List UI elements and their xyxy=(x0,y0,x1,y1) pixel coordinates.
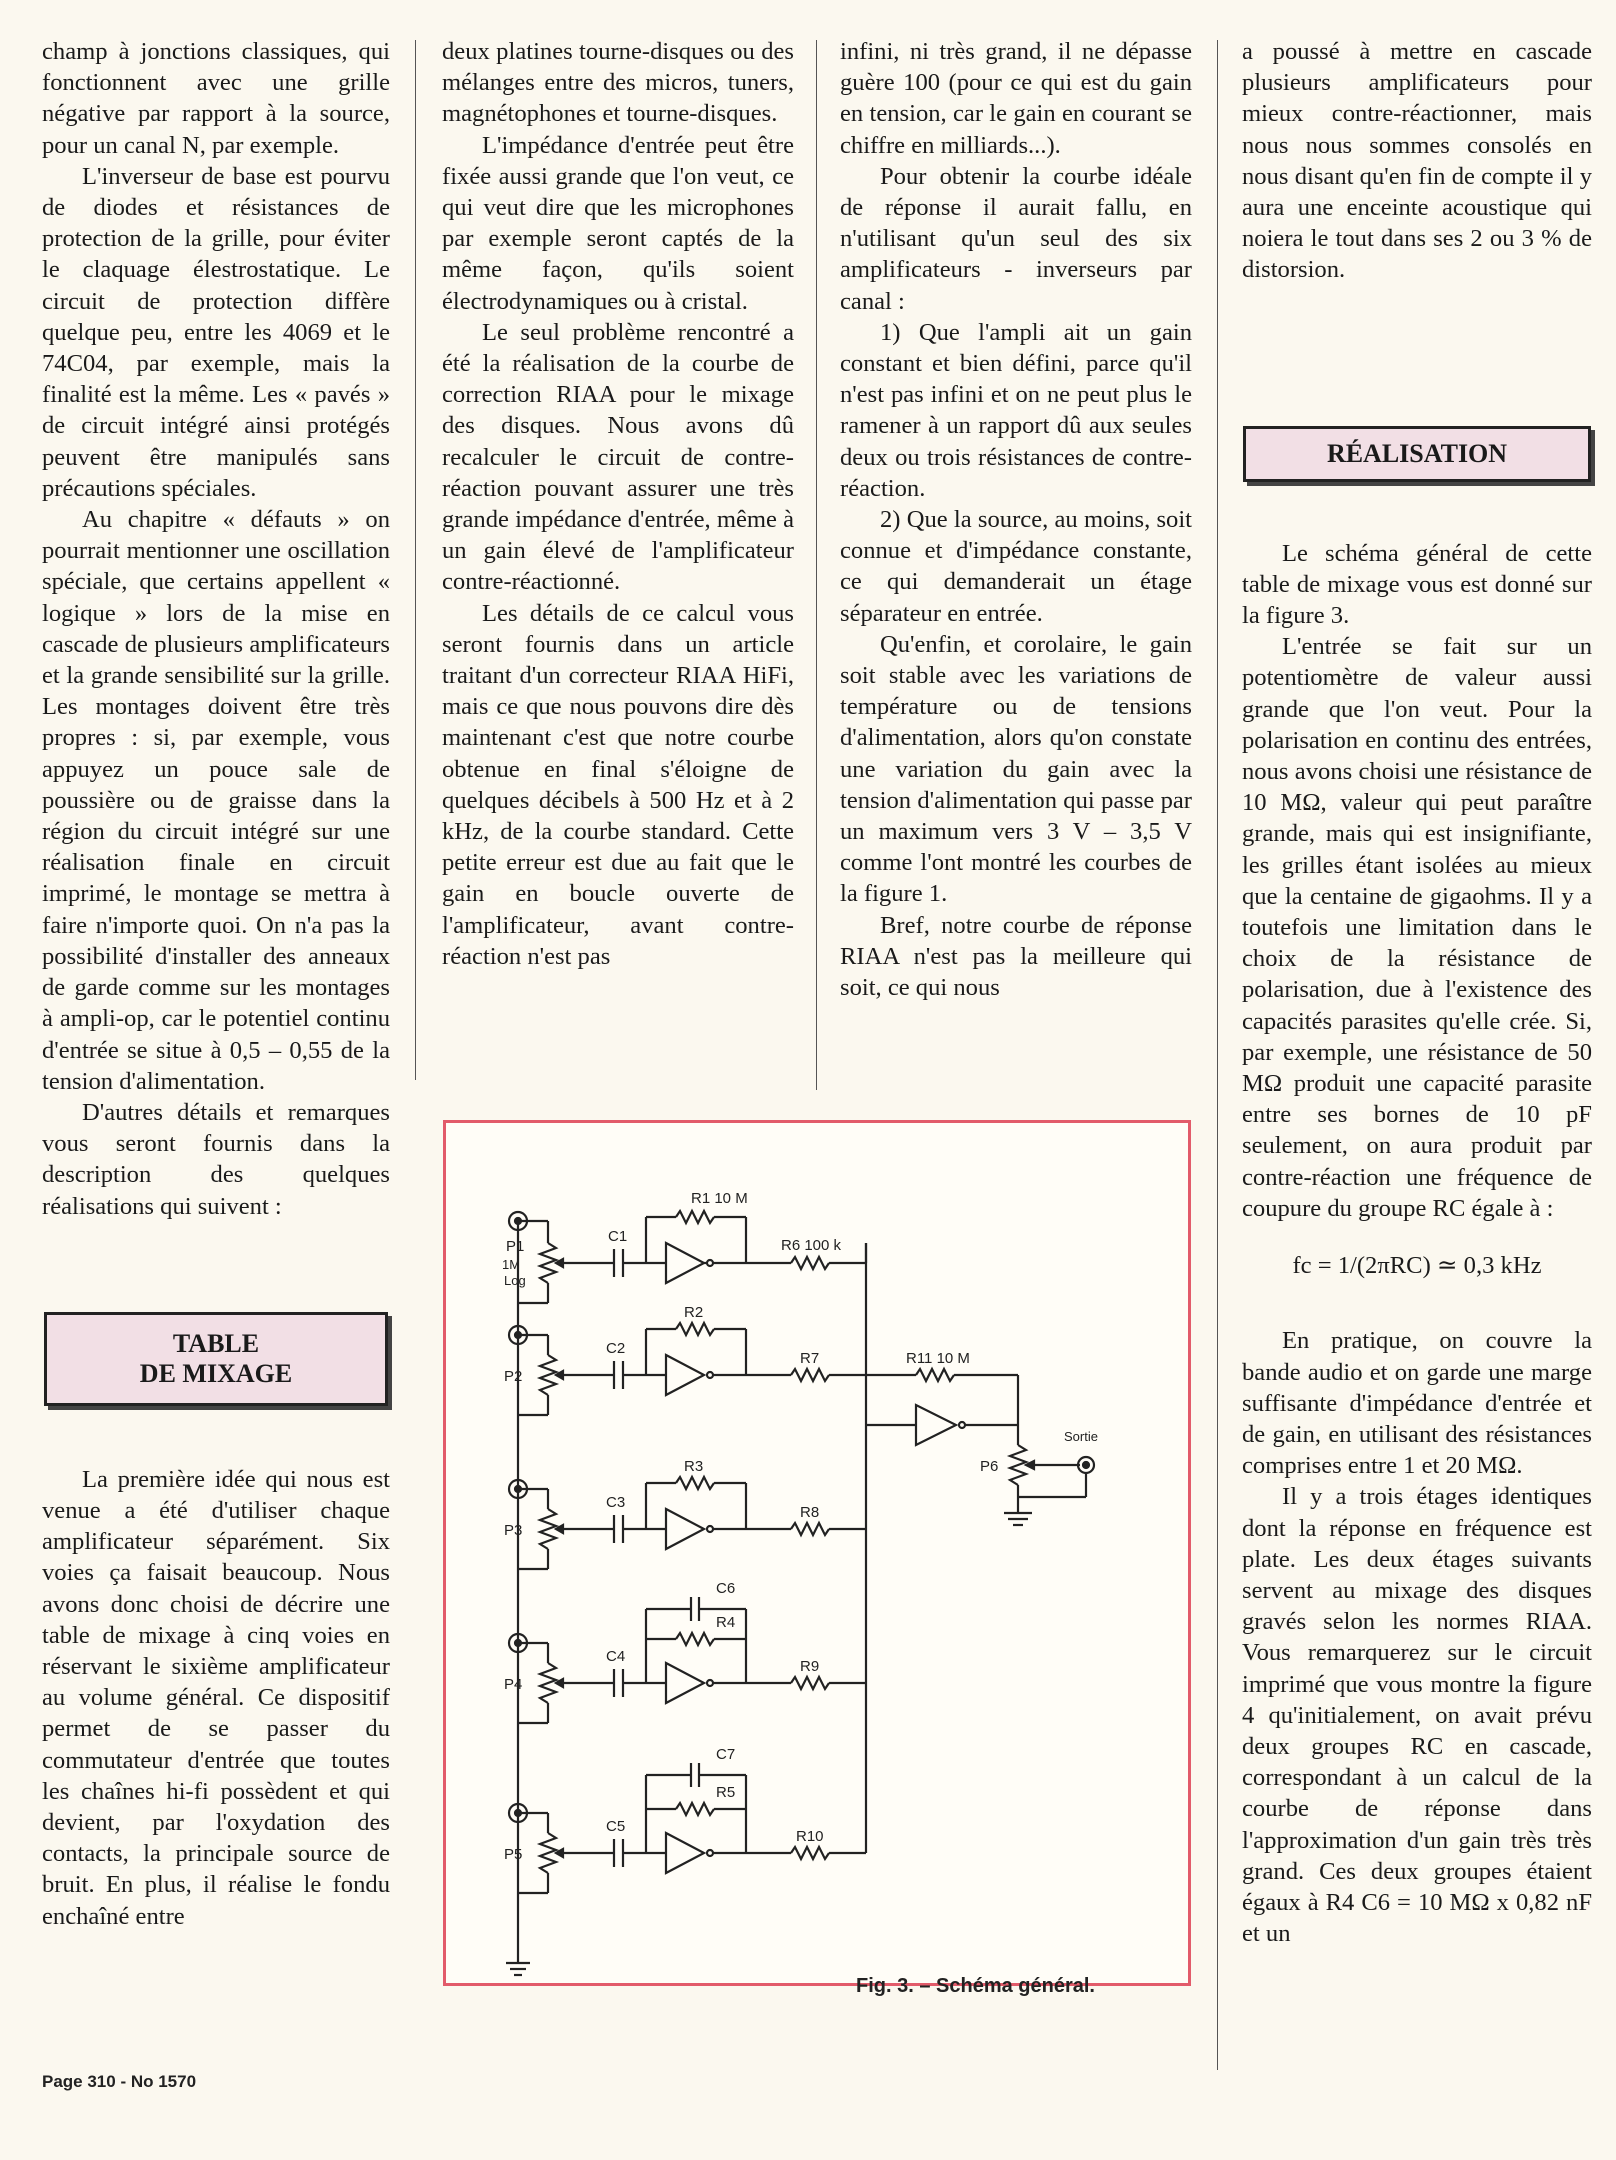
label-p1-taper: Log xyxy=(504,1273,526,1288)
column-rule-1 xyxy=(415,40,416,1080)
paragraph: Il y a trois étages identiques dont la réponse en fréquence est plate. Les deux étages suivants servent au mixage des disques gravés selon les normes RIAA. Vous remarquerez sur le circuit imprimé que vous montre la figure 4 qu'initialement, on avait prévu deux groupes RC en cascade, correspondant à un calcul de la courbe de réponse dans l'approximation d'un gain très très grand. Ces deux groupes étaient égaux à R4 C6 = 10 MΩ x 0,82 nF et un xyxy=(1242,1483,1592,1948)
label-p5: P5 xyxy=(504,1846,523,1863)
resistor-r8 xyxy=(791,1523,829,1535)
column-rule-3 xyxy=(1217,40,1218,2070)
output-stage xyxy=(866,1369,1094,1525)
figure-3-schematic xyxy=(443,1120,1191,1997)
label-r5: R5 xyxy=(716,1784,736,1801)
label-r2: R2 xyxy=(684,1304,704,1321)
label-r3: R3 xyxy=(684,1458,704,1475)
label-r10: R10 xyxy=(796,1828,824,1845)
potentiometer-p2 xyxy=(540,1355,556,1395)
paragraph: Le schéma général de cette table de mixage vous est donné sur la figure 3. xyxy=(1242,539,1592,630)
channel-3 xyxy=(509,1477,866,1569)
paragraph: D'autres détails et remarques vous seront fournis dans la description des quelques réalisations qui suivent : xyxy=(42,1098,390,1220)
channel-2 xyxy=(509,1323,866,1415)
potentiometer-p4 xyxy=(540,1663,556,1703)
label-p1-value: 1M xyxy=(502,1257,521,1272)
label-c3: C3 xyxy=(606,1494,626,1511)
formula: fc = 1/(2πRC) ≃ 0,3 kHz xyxy=(1292,1252,1542,1280)
paragraph: L'impédance d'entrée peut être fixée aussi grande que l'on veut, ce qui veut dire que les microphones par exemple seront captés de la même façon, qu'ils soient électrodynamiques ou à cristal. xyxy=(442,131,794,315)
label-r11: R11 10 M xyxy=(906,1350,970,1367)
heading-line: DE MIXAGE xyxy=(139,1358,293,1388)
paragraph: Au chapitre « défauts » on pourrait mentionner une oscillation spéciale, que certains appellent « logique » lors de la mise en cascade de plusieurs amplificateurs et la grande sensibilité sur la grille. Les montages doivent être très propres : si, par exemple, vous appuyez un pouce sale de poussière ou de graisse dans la région du circuit intégré sur une réalisation finale en circuit imprimé, le montage se mettra à faire n'importe quoi. On n'a pas la possibilité d'installer des anneaux de garde comme sur les montages à ampli-op, car le potentiel continu d'entrée se situe à 0,5 – 0,55 de la tension d'alimentation. xyxy=(42,506,390,1095)
label-c5: C5 xyxy=(606,1818,626,1835)
inverter-5 xyxy=(666,1833,704,1873)
paragraph: La première idée qui nous est venue a été d'utiliser chaque amplificateur séparément. Six voies ça faisait beaucoup. Nous avons donc choisi de décrire une table de mixage à cinq voies en réservant le sixième amplificateur au volume général. Ce dispositif permet de se passer du commutateur d'entrée que toutes les chaînes hi-fi possèdent et qui devient, par l'oxydation des contacts, la principale source de bruit. En plus, il réalise le fondu enchaîné entre xyxy=(42,1465,390,1930)
resistor-r1 xyxy=(676,1211,714,1223)
potentiometer-p1 xyxy=(540,1243,556,1283)
section-heading-table-de-mixage xyxy=(44,1312,388,1406)
label-c1: C1 xyxy=(608,1228,628,1245)
page-footer: Page 310 - No 1570 xyxy=(42,2072,197,2091)
paragraph: Les détails de ce calcul vous seront fournis dans un article traitant d'un correcteur RIAA HiFi, mais ce que nous pouvons dire dès maintenant c'est que notre courbe obtenue en final s'éloigne de quelques décibels à 500 Hz et à 2 kHz, de la courbe standard. Cette petite erreur est due au fait que le gain en boucle ouverte de l'amplificateur, avant contre-réaction n'est pas xyxy=(442,599,794,970)
paragraph: L'entrée se fait sur un potentiomètre de valeur aussi grande que l'on veut. Pour la polarisation en continu des entrées, nous avons choisi une résistance de 10 MΩ, valeur qui peut paraître grande, mais qui est insignifiante, les grilles étant isolées au mieux que la centaine de gigaohms. Il y a toutefois une limitation dans le choix de la résistance de polarisation, due à l'existence des capacités parasites qu'elle crée. Si, par exemple, une résistance de 50 MΩ produit une capacité parasite entre ses bornes de 10 pF seulement, on aura produit par contre-réaction une fréquence de coupure du groupe RC égale à : xyxy=(1242,633,1592,1222)
paragraph: En pratique, on couvre la bande audio et on garde une marge suffisante d'impédance d'entrée et de gain, en utilisant des résistances comprises entre 1 et 20 MΩ. xyxy=(1242,1327,1592,1480)
label-p4: P4 xyxy=(504,1676,523,1693)
inverter-1 xyxy=(666,1243,704,1283)
column-1 xyxy=(42,36,390,1932)
resistor-r11 xyxy=(916,1369,954,1381)
resistor-r9 xyxy=(791,1677,829,1689)
label-c2: C2 xyxy=(606,1340,626,1357)
label-r8: R8 xyxy=(800,1504,820,1521)
inverter-2 xyxy=(666,1355,704,1395)
inverter-bubble xyxy=(707,1526,713,1532)
resistor-r4 xyxy=(676,1633,714,1645)
column-4 xyxy=(1242,36,1592,1949)
paragraph: Qu'enfin, et corolaire, le gain soit stable avec les variations de température ou de tensions d'alimentation, alors qu'on constate une variation du gain avec la tension d'alimentation qui passe par un maximum vers 3 V – 3,5 V comme l'ont montré les courbes de la figure 1. xyxy=(840,630,1192,908)
channel-1 xyxy=(509,1211,866,1303)
paragraph: L'inverseur de base est pourvu de diodes et résistances de protection de la grille, pour éviter le claquage élestrostatique. Le circuit de protection diffère quelque peu, entre les 4069 et le 74C04, par exemple, mais la finalité est la même. Les « pavés » de circuit intégré ainsi protégés peuvent être manipulés sans précautions spéciales. xyxy=(42,162,390,502)
label-c7: C7 xyxy=(716,1746,736,1763)
paragraph: infini, ni très grand, il ne dépasse guère 100 (pour ce qui est du gain en tension, car le gain en courant se chiffre en milliards...). xyxy=(840,38,1192,159)
label-r9: R9 xyxy=(800,1658,820,1675)
column-3 xyxy=(840,36,1192,1003)
inverter-3 xyxy=(666,1509,704,1549)
label-sortie: Sortie xyxy=(1064,1429,1098,1444)
paragraph: deux platines tourne-disques ou des mélanges entre des micros, tuners, magnétophones et tourne-disques. xyxy=(442,38,794,128)
label-r1: R1 10 M xyxy=(691,1190,748,1207)
paragraph: Pour obtenir la courbe idéale de réponse il aurait fallu, en n'utilisant qu'un seul des six amplificateurs - inverseurs par canal : xyxy=(840,162,1192,315)
paragraph: Le seul problème rencontré a été la réalisation de la courbe de correction RIAA pour le mixage des disques. Nous avons dû recalculer le circuit de contre-réaction pouvant assurer une très grande impédance d'entrée, même à un gain élevé de l'amplificateur contre-réactionné. xyxy=(442,318,794,596)
channel-5 xyxy=(509,1755,866,1893)
resistor-r6 xyxy=(791,1257,829,1269)
inverter-bubble xyxy=(707,1260,713,1266)
label-p3: P3 xyxy=(504,1522,523,1539)
inverter-bubble xyxy=(959,1422,965,1428)
resistor-r5 xyxy=(676,1803,714,1815)
resistor-r10 xyxy=(791,1847,829,1859)
paragraph: a poussé à mettre en cascade plusieurs amplificateurs pour mieux contre-réactionner, mais nous nous sommes consolés en nous disant qu'en fin de compte il y aura une enceinte acoustique qui noiera le tout dans ses 2 ou 3 % de distorsion. xyxy=(1242,38,1592,284)
resistor-r3 xyxy=(676,1477,714,1489)
column-rule-2 xyxy=(816,40,817,1090)
inverter-4 xyxy=(666,1663,704,1703)
inverter-bubble xyxy=(707,1850,713,1856)
paragraph: champ à jonctions classiques, qui fonctionnent avec une grille négative par rapport à la source, pour un canal N, par exemple. xyxy=(42,38,390,159)
paragraph: 1) Que l'ampli ait un gain constant et bien défini, parce qu'il n'est pas infini et on ne peut plus le ramener à un rapport dû aux seules deux ou trois résistances de contre-réaction. xyxy=(840,318,1192,502)
label-p1: P1 xyxy=(506,1238,525,1255)
resistor-r2 xyxy=(676,1323,714,1335)
resistor-r7 xyxy=(791,1369,829,1381)
label-p2: P2 xyxy=(504,1368,523,1385)
heading-line: TABLE xyxy=(172,1328,260,1358)
label-r6: R6 100 k xyxy=(781,1237,842,1254)
label-c6: C6 xyxy=(716,1580,736,1597)
inverter-bubble xyxy=(707,1680,713,1686)
output-jack-center xyxy=(1083,1462,1089,1468)
column-2 xyxy=(442,36,794,972)
label-r7: R7 xyxy=(800,1350,820,1367)
inverter-master xyxy=(916,1405,956,1445)
label-p6: P6 xyxy=(980,1458,999,1475)
label-c4: C4 xyxy=(606,1648,626,1665)
paragraph: Bref, notre courbe de réponse RIAA n'est pas la meilleure qui soit, ce qui nous xyxy=(840,911,1192,1002)
potentiometer-p5 xyxy=(540,1833,556,1873)
schematic-diagram xyxy=(446,1123,1188,1983)
figure-caption: Fig. 3. – Schéma général. xyxy=(856,1975,1095,1997)
section-heading-realisation: RÉALISATION xyxy=(1243,426,1591,482)
potentiometer-p3 xyxy=(540,1509,556,1549)
label-r4: R4 xyxy=(716,1614,736,1631)
paragraph: 2) Que la source, au moins, soit connue et d'impédance constante, ce qui demanderait un étage séparateur en entrée. xyxy=(840,506,1192,627)
inverter-bubble xyxy=(707,1372,713,1378)
